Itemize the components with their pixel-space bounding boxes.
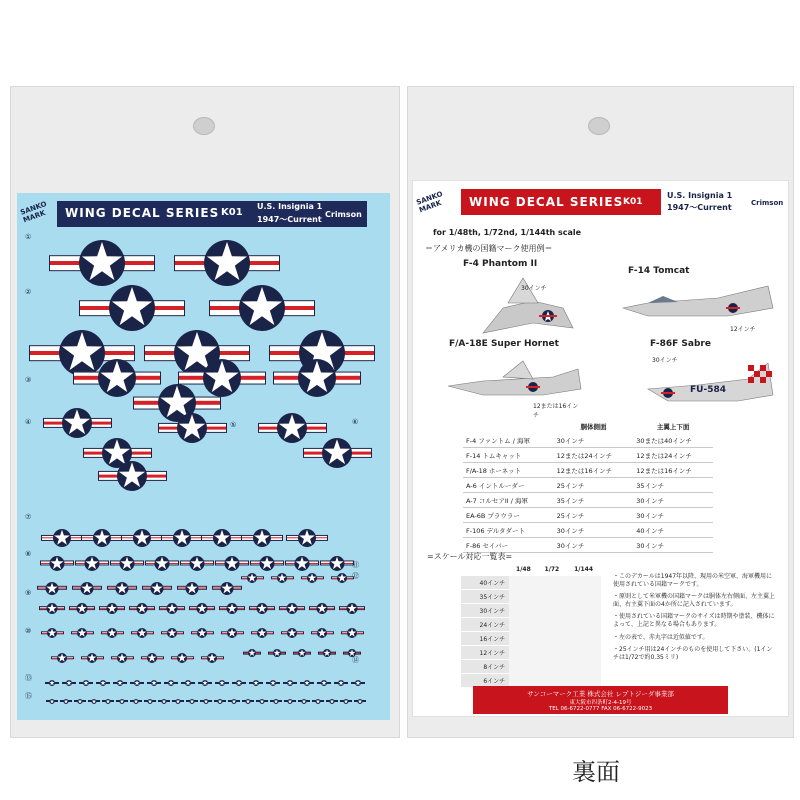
us-insignia-decal bbox=[41, 529, 82, 547]
table-row bbox=[463, 523, 713, 538]
f86-tail-code: FU-584 bbox=[690, 385, 726, 395]
table-cell: 25インチ bbox=[554, 478, 634, 493]
scale-line: for 1/48th, 1/72nd, 1/144th scale bbox=[433, 228, 582, 237]
decal-row-number: ③ bbox=[25, 376, 32, 384]
table-cell: 12または24インチ bbox=[633, 448, 713, 463]
us-insignia-decal bbox=[102, 699, 114, 704]
plane-name-fa18: F/A-18E Super Hornet bbox=[449, 339, 559, 349]
decal-row-number: ⑧ bbox=[25, 550, 32, 558]
scale-row bbox=[461, 660, 601, 674]
us-insignia-decal bbox=[98, 461, 167, 491]
table-cell: 30インチ bbox=[633, 508, 713, 523]
us-insignia-decal bbox=[215, 680, 229, 686]
scale-row bbox=[461, 618, 601, 632]
us-insignia-decal bbox=[75, 556, 110, 571]
front-series-title: WING DECAL SERIES bbox=[65, 206, 220, 220]
scale-size-label: 30インチ bbox=[461, 604, 509, 618]
plane-name-f4: F-4 Phantom II bbox=[463, 259, 538, 269]
aircraft-size-table bbox=[463, 419, 713, 553]
table-cell: 30または40インチ bbox=[633, 433, 713, 448]
us-insignia-decal bbox=[309, 603, 334, 614]
decal-row-number: ⑭ bbox=[352, 656, 359, 664]
us-insignia-decal bbox=[212, 582, 242, 595]
scale-cell bbox=[509, 660, 537, 674]
usage-heading: ＝アメリカ機の国籍マーク使用例＝ bbox=[425, 244, 553, 253]
us-insignia-decal bbox=[242, 699, 254, 704]
us-insignia-decal bbox=[60, 699, 72, 704]
us-insignia-decal bbox=[101, 628, 124, 638]
table-row bbox=[463, 448, 713, 463]
note-item: ・25インチ用は24インチのものを使用して下さい。(1インチは1/72で約0.35ミリ) bbox=[613, 645, 773, 661]
table-cell: F-106 デルタダート bbox=[463, 523, 554, 538]
fa18-callout: 12または16インチ bbox=[533, 403, 579, 419]
us-insignia-decal bbox=[99, 603, 124, 614]
us-insignia-decal bbox=[51, 653, 74, 663]
scale-cell bbox=[566, 632, 601, 646]
us-insignia-decal bbox=[341, 628, 364, 638]
table-cell: F-86 セイバー bbox=[463, 538, 554, 553]
table-header: 胴体側面 bbox=[580, 422, 607, 431]
us-insignia-decal bbox=[116, 699, 128, 704]
scale-cell bbox=[566, 660, 601, 674]
decal-row-number: ⑨ bbox=[25, 589, 32, 597]
decal-row-number: ⑮ bbox=[25, 692, 32, 700]
us-insignia-decal bbox=[219, 603, 244, 614]
us-insignia-decal bbox=[340, 699, 352, 704]
us-insignia-decal bbox=[110, 556, 145, 571]
us-insignia-decal bbox=[201, 653, 224, 663]
us-insignia-decal bbox=[96, 680, 110, 686]
back-publisher: Crimson bbox=[751, 199, 784, 207]
scale-header: 1/144 bbox=[574, 566, 593, 573]
us-insignia-decal bbox=[215, 556, 250, 571]
scale-cell bbox=[509, 646, 537, 660]
us-insignia-decal bbox=[62, 680, 76, 686]
decal-row-number: ⑦ bbox=[25, 513, 32, 521]
us-insignia-decal bbox=[331, 573, 354, 583]
scale-cell bbox=[538, 576, 566, 590]
note-item: ・左の表で、赤丸字は近似値です。 bbox=[613, 633, 709, 641]
us-insignia-decal bbox=[281, 628, 304, 638]
us-insignia-decal bbox=[45, 680, 59, 686]
us-insignia-decal bbox=[221, 628, 244, 638]
us-insignia-decal bbox=[37, 582, 67, 595]
us-insignia-decal bbox=[174, 240, 280, 286]
table-header-row bbox=[463, 419, 713, 433]
hang-hole bbox=[588, 117, 610, 135]
us-insignia-decal bbox=[320, 556, 355, 571]
footer-phone: TEL 06-6722-0777 FAX 06-6722-9023 bbox=[548, 706, 653, 712]
hang-hole bbox=[193, 117, 215, 135]
us-insignia-decal bbox=[39, 603, 64, 614]
us-insignia-decal bbox=[88, 699, 100, 704]
us-insignia-decal bbox=[256, 699, 268, 704]
us-insignia-decal bbox=[145, 556, 180, 571]
us-insignia-decal bbox=[283, 680, 297, 686]
scale-table bbox=[461, 563, 601, 688]
us-insignia-decal bbox=[249, 680, 263, 686]
us-insignia-decal bbox=[161, 628, 184, 638]
us-insignia-decal bbox=[317, 680, 331, 686]
fa18-hornet-icon bbox=[443, 351, 583, 406]
us-insignia-decal bbox=[284, 699, 296, 704]
us-insignia-decal bbox=[158, 413, 227, 443]
table-cell: 30インチ bbox=[633, 538, 713, 553]
us-insignia-decal bbox=[300, 680, 314, 686]
us-insignia-decal bbox=[189, 603, 214, 614]
us-insignia-decal bbox=[172, 699, 184, 704]
us-insignia-decal bbox=[293, 649, 311, 657]
scale-cell bbox=[538, 660, 566, 674]
us-insignia-decal bbox=[158, 699, 170, 704]
table-cell: A-6 イントルーダー bbox=[463, 478, 554, 493]
front-subtitle-1: U.S. Insignia 1 bbox=[257, 202, 323, 211]
us-insignia-decal bbox=[198, 680, 212, 686]
table-cell: F/A-18 ホーネット bbox=[463, 463, 554, 478]
back-instruction-sheet bbox=[412, 180, 789, 717]
front-subtitle-2: 1947〜Current bbox=[257, 215, 322, 224]
us-insignia-decal bbox=[273, 359, 360, 397]
us-insignia-decal bbox=[266, 680, 280, 686]
decal-row-number: ⑫ bbox=[352, 572, 359, 580]
us-insignia-decal bbox=[298, 699, 310, 704]
scale-size-label: 24インチ bbox=[461, 618, 509, 632]
table-cell: 12または16インチ bbox=[633, 463, 713, 478]
scale-row bbox=[461, 604, 601, 618]
us-insignia-decal bbox=[311, 628, 334, 638]
note-item: ・原則として米軍機の国籍マークは胴体左右側面、左主翼上面、右主翼下面の4か所に記入されています。 bbox=[613, 593, 776, 609]
us-insignia-decal bbox=[241, 573, 264, 583]
front-code: K01 bbox=[221, 207, 243, 218]
table-cell: F-4 ファントム / 海軍 bbox=[463, 433, 554, 448]
table-row bbox=[463, 493, 713, 508]
us-insignia-decal bbox=[285, 556, 320, 571]
table-cell: 30インチ bbox=[554, 523, 634, 538]
scale-cell bbox=[538, 590, 566, 604]
us-insignia-decal bbox=[303, 438, 372, 468]
us-insignia-decal bbox=[142, 582, 172, 595]
us-insignia-decal bbox=[268, 649, 286, 657]
scale-size-label: 8インチ bbox=[461, 660, 509, 674]
scale-row bbox=[461, 590, 601, 604]
scale-cell bbox=[566, 646, 601, 660]
us-insignia-decal bbox=[339, 603, 364, 614]
us-insignia-decal bbox=[72, 582, 102, 595]
us-insignia-decal bbox=[171, 653, 194, 663]
us-insignia-decal bbox=[249, 603, 274, 614]
front-brand-text: SANKO MARK bbox=[19, 199, 48, 225]
table-row bbox=[463, 463, 713, 478]
scale-cell bbox=[509, 576, 537, 590]
us-insignia-decal bbox=[201, 529, 242, 547]
back-brand-text: SANKO MARK bbox=[415, 189, 444, 215]
table-cell: 30インチ bbox=[633, 493, 713, 508]
table-cell: 12または24インチ bbox=[554, 448, 634, 463]
us-insignia-decal bbox=[200, 699, 212, 704]
scale-cell bbox=[538, 604, 566, 618]
scale-size-label: 40インチ bbox=[461, 576, 509, 590]
scale-header-row bbox=[461, 563, 601, 576]
back-header-bar bbox=[461, 189, 661, 215]
us-insignia-decal bbox=[79, 680, 93, 686]
scale-cell bbox=[538, 618, 566, 632]
us-insignia-decal bbox=[79, 285, 185, 331]
scale-cell bbox=[509, 632, 537, 646]
us-insignia-decal bbox=[74, 699, 86, 704]
decal-row-number: ⑬ bbox=[25, 674, 32, 682]
scale-header bbox=[461, 563, 509, 576]
scale-cell bbox=[566, 604, 601, 618]
scale-size-label: 12インチ bbox=[461, 646, 509, 660]
table-cell: 35インチ bbox=[633, 478, 713, 493]
f14-tomcat-illustration bbox=[618, 266, 778, 336]
us-insignia-decal bbox=[232, 680, 246, 686]
us-insignia-decal bbox=[351, 680, 365, 686]
front-publisher: Crimson bbox=[325, 210, 362, 219]
scale-row bbox=[461, 632, 601, 646]
scale-size-label: 16インチ bbox=[461, 632, 509, 646]
us-insignia-decal bbox=[121, 529, 162, 547]
decal-row-number: ⑪ bbox=[352, 561, 359, 569]
us-insignia-decal bbox=[228, 699, 240, 704]
notes-block bbox=[613, 573, 778, 662]
back-subtitle-2: 1947〜Current bbox=[667, 203, 732, 212]
us-insignia-decal bbox=[241, 529, 282, 547]
table-cell: 35インチ bbox=[554, 493, 634, 508]
us-insignia-decal bbox=[141, 653, 164, 663]
f86f-sabre-icon bbox=[638, 359, 778, 409]
scale-header: 1/72 bbox=[544, 566, 560, 573]
us-insignia-decal bbox=[43, 408, 112, 438]
us-insignia-decal bbox=[243, 649, 261, 657]
us-insignia-decal bbox=[177, 582, 207, 595]
us-insignia-decal bbox=[41, 628, 64, 638]
us-insignia-decal bbox=[131, 628, 154, 638]
note-item: ・このデカールは1947年以降、現用の米空軍、海軍機用に使用されている国籍マークです。 bbox=[613, 573, 773, 589]
table-cell: 40インチ bbox=[633, 523, 713, 538]
us-insignia-decal bbox=[81, 653, 104, 663]
us-insignia-decal bbox=[301, 573, 324, 583]
us-insignia-decal bbox=[144, 699, 156, 704]
table-row bbox=[463, 478, 713, 493]
back-code: K01 bbox=[623, 197, 643, 207]
f86-callout: 30インチ bbox=[652, 357, 678, 364]
front-insignia-layout bbox=[17, 193, 390, 720]
us-insignia-decal bbox=[334, 680, 348, 686]
us-insignia-decal bbox=[147, 680, 161, 686]
scale-size-label: 35インチ bbox=[461, 590, 509, 604]
table-cell: A-7 コルセアII / 海軍 bbox=[463, 493, 554, 508]
scale-cell bbox=[509, 604, 537, 618]
us-insignia-decal bbox=[40, 556, 75, 571]
us-insignia-decal bbox=[161, 529, 202, 547]
scale-heading: =スケール対応一覧表= bbox=[427, 552, 513, 561]
scale-cell bbox=[566, 590, 601, 604]
us-insignia-decal bbox=[326, 699, 338, 704]
decal-row-number: ② bbox=[25, 288, 32, 296]
scale-row bbox=[461, 646, 601, 660]
f4-phantom-illustration bbox=[463, 259, 583, 339]
table-cell: F-14 トムキャット bbox=[463, 448, 554, 463]
table-row bbox=[463, 508, 713, 523]
us-insignia-decal bbox=[270, 699, 282, 704]
us-insignia-decal bbox=[279, 603, 304, 614]
us-insignia-decal bbox=[46, 699, 58, 704]
scale-cell bbox=[538, 646, 566, 660]
table-cell: 25インチ bbox=[554, 508, 634, 523]
scale-cell bbox=[566, 576, 601, 590]
footer-bar bbox=[473, 686, 728, 714]
plane-name-f14: F-14 Tomcat bbox=[628, 266, 690, 276]
us-insignia-decal bbox=[49, 240, 155, 286]
footer-address: 東大阪市四条町2-4-19号 bbox=[569, 700, 632, 706]
back-subtitle-1: U.S. Insignia 1 bbox=[667, 191, 733, 200]
decal-row-number: ① bbox=[25, 233, 32, 241]
front-decal-sheet bbox=[17, 193, 390, 720]
us-insignia-decal bbox=[271, 573, 294, 583]
us-insignia-decal bbox=[251, 628, 274, 638]
note-item: ・使用されている国籍マークのサイズは時期や塗装、機体によって、上記と異なる場合もあります。 bbox=[613, 613, 775, 629]
us-insignia-decal bbox=[113, 680, 127, 686]
table-header: 主翼上下面 bbox=[656, 422, 690, 431]
back-subtitle-box bbox=[663, 189, 743, 215]
us-insignia-decal bbox=[180, 556, 215, 571]
table-header bbox=[463, 419, 554, 433]
us-insignia-decal bbox=[81, 529, 122, 547]
us-insignia-decal bbox=[130, 699, 142, 704]
scale-cell bbox=[566, 618, 601, 632]
table-row bbox=[463, 433, 713, 448]
f86f-sabre-illustration bbox=[638, 339, 778, 409]
footer-company: サンコーマーク工業 株式会社 レプトジーダ事業部 bbox=[527, 690, 674, 698]
scale-size-label: 6インチ bbox=[461, 674, 509, 688]
us-insignia-decal bbox=[318, 649, 336, 657]
scale-header: 1/48 bbox=[516, 566, 531, 573]
us-insignia-decal bbox=[214, 699, 226, 704]
us-insignia-decal bbox=[111, 653, 134, 663]
scale-cell bbox=[509, 590, 537, 604]
table-cell: 30インチ bbox=[554, 433, 634, 448]
us-insignia-decal bbox=[186, 699, 198, 704]
us-insignia-decal bbox=[130, 680, 144, 686]
us-insignia-decal bbox=[107, 582, 137, 595]
us-insignia-decal bbox=[181, 680, 195, 686]
decal-row-number: ④ bbox=[25, 418, 32, 426]
decal-row-number: ⑩ bbox=[25, 627, 32, 635]
us-insignia-decal bbox=[69, 603, 94, 614]
us-insignia-decal bbox=[286, 529, 327, 547]
us-insignia-decal bbox=[250, 556, 285, 571]
caption-back-label: 裏面 bbox=[572, 758, 620, 786]
scale-cell bbox=[538, 632, 566, 646]
scale-cell bbox=[509, 618, 537, 632]
us-insignia-decal bbox=[164, 680, 178, 686]
f14-callout: 12インチ bbox=[730, 326, 756, 333]
us-insignia-decal bbox=[71, 628, 94, 638]
table-cell: 30インチ bbox=[554, 538, 634, 553]
plane-name-f86: F-86F Sabre bbox=[650, 339, 711, 349]
us-insignia-decal bbox=[209, 285, 315, 331]
back-series-title: WING DECAL SERIES bbox=[469, 195, 624, 209]
back-brand-logo bbox=[417, 187, 451, 217]
us-insignia-decal bbox=[312, 699, 324, 704]
decal-row-number: ⑥ bbox=[352, 418, 359, 426]
decal-row-number: ⑤ bbox=[230, 421, 237, 429]
scale-row bbox=[461, 576, 601, 590]
f4-callout: 30インチ bbox=[521, 285, 547, 292]
us-insignia-decal bbox=[191, 628, 214, 638]
table-cell: EA-6B プラウラー bbox=[463, 508, 554, 523]
table-cell: 12または16インチ bbox=[554, 463, 634, 478]
fa18-hornet-illustration bbox=[443, 339, 583, 419]
us-insignia-decal bbox=[159, 603, 184, 614]
us-insignia-decal bbox=[129, 603, 154, 614]
us-insignia-decal bbox=[354, 699, 366, 704]
